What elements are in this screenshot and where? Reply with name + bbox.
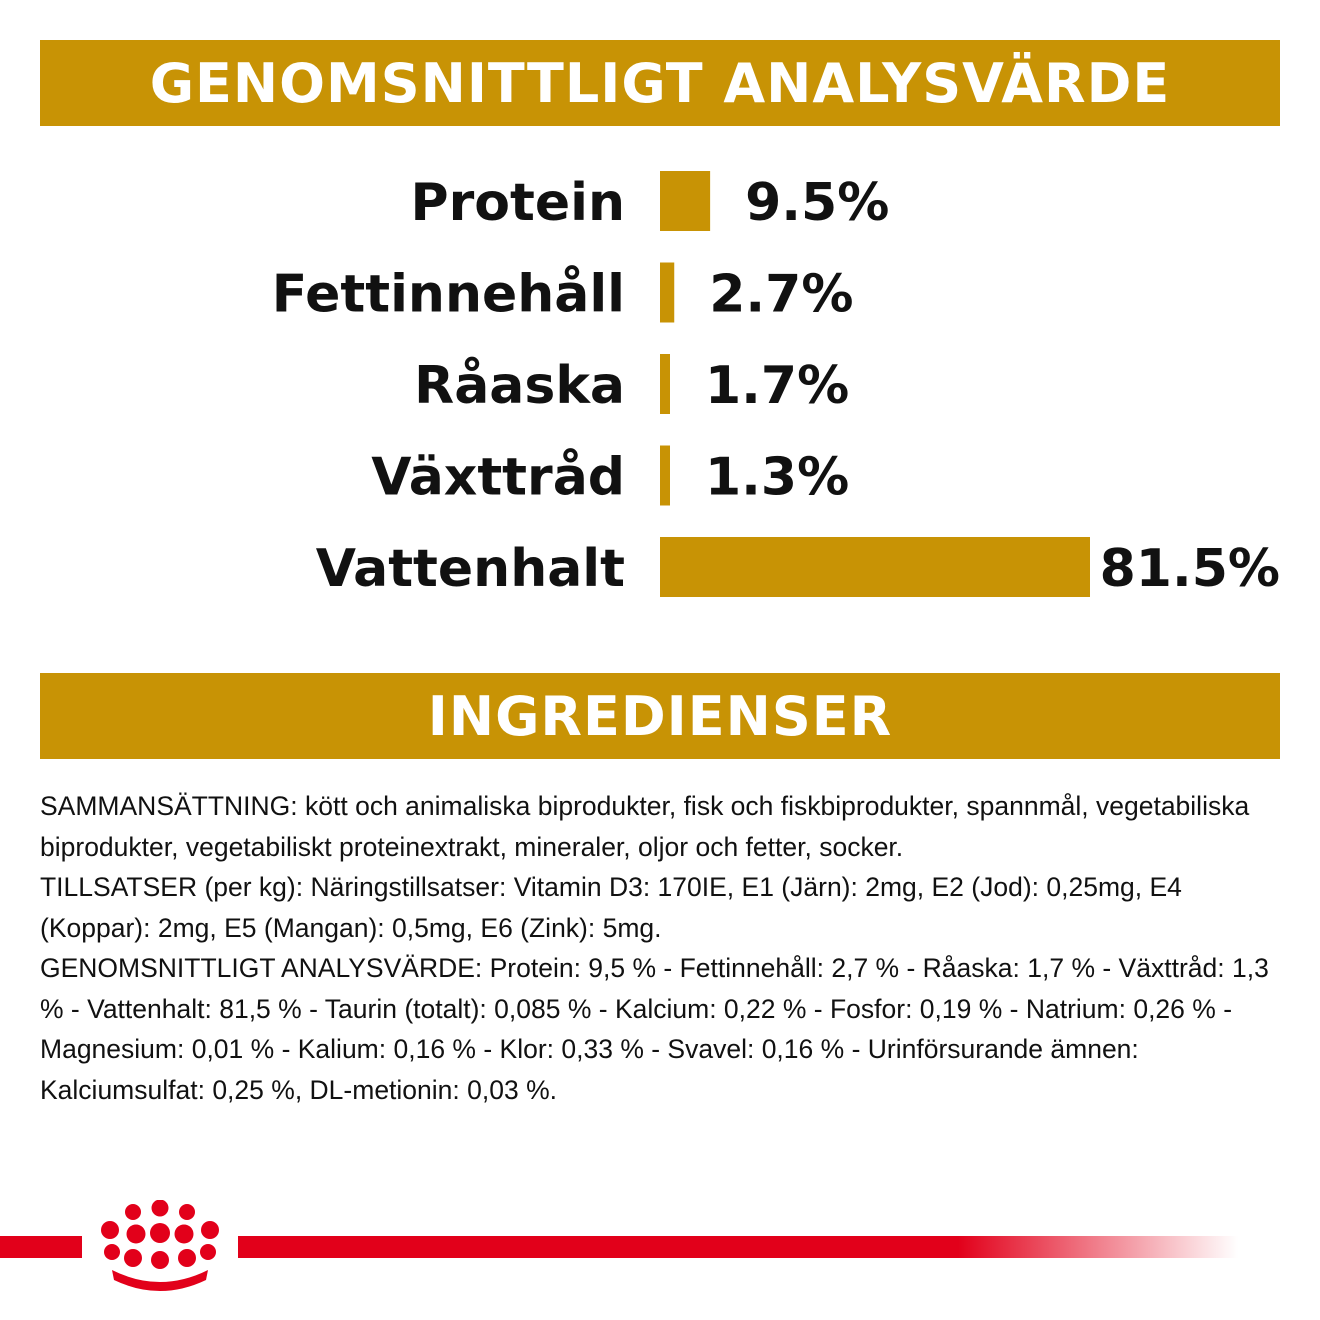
additives-paragraph: TILLSATSER (per kg): Näringstillsatser: Vitamin D3: 170IE, E1 (Järn): 2mg, E2 (Jod): 0,25mg, E4 (Koppar): 2mg, E5 (Mangan): 0,5mg, E6 (Zink): 5mg. bbox=[40, 872, 1182, 943]
value-label-vattenhalt: 81.5% bbox=[1099, 539, 1280, 599]
ingredients-title: INGREDIENSER bbox=[427, 684, 893, 748]
bar-vattenhalt bbox=[660, 537, 1090, 597]
bar-vaxttrad bbox=[660, 446, 670, 506]
category-label-fettinnehall: Fettinnehåll bbox=[271, 264, 625, 325]
bar-raaska bbox=[660, 354, 670, 414]
analysis-title: GENOMSNITTLIGT ANALYSVÄRDE bbox=[149, 51, 1171, 115]
bar-fettinnehall bbox=[660, 263, 674, 323]
analysis-bar-chart bbox=[0, 140, 1320, 640]
category-label-raaska: Råaska bbox=[414, 356, 625, 416]
footer-stripe-left bbox=[0, 1236, 82, 1258]
footer-stripe-right bbox=[238, 1236, 1238, 1258]
analysis-header bbox=[40, 40, 1280, 126]
bar-protein bbox=[660, 171, 710, 231]
brand-footer bbox=[0, 1200, 1320, 1300]
value-label-vaxttrad: 1.3% bbox=[705, 447, 850, 508]
analysis-paragraph: GENOMSNITTLIGT ANALYSVÄRDE: Protein: 9,5 % - Fettinnehåll: 2,7 % - Råaska: 1,7 % - Växttråd: 1,3 % - Vattenhalt: 81,5 % - Taurin (totalt): 0,085 % - Kalcium: 0,22 % - Fosfor: 0,19 % - Natrium: 0,26 % - Magnesium: 0,01 % - Kalium: 0,16 % - Klor: 0,33 % - Svavel: 0,16 % - Urinförsurande ämnen: Kalciumsulfat: 0,25 %, DL-metionin: 0,03 %. bbox=[40, 953, 1269, 1105]
value-label-protein: 9.5% bbox=[745, 173, 890, 233]
value-label-raaska: 1.7% bbox=[705, 356, 850, 416]
composition-paragraph: SAMMANSÄTTNING: kött och animaliska biprodukter, fisk och fiskbiprodukter, spannmål, vegetabiliska biprodukter, vegetabiliskt proteinextrakt, mineraler, oljor och fetter, socker. bbox=[40, 791, 1250, 862]
category-label-protein: Protein bbox=[410, 173, 625, 233]
category-label-vaxttrad: Växttråd bbox=[371, 447, 625, 508]
ingredients-text bbox=[40, 786, 1285, 1110]
ingredients-header bbox=[40, 673, 1280, 759]
crown-icon bbox=[101, 1200, 219, 1291]
value-label-fettinnehall: 2.7% bbox=[709, 264, 854, 325]
category-label-vattenhalt: Vattenhalt bbox=[315, 539, 625, 599]
